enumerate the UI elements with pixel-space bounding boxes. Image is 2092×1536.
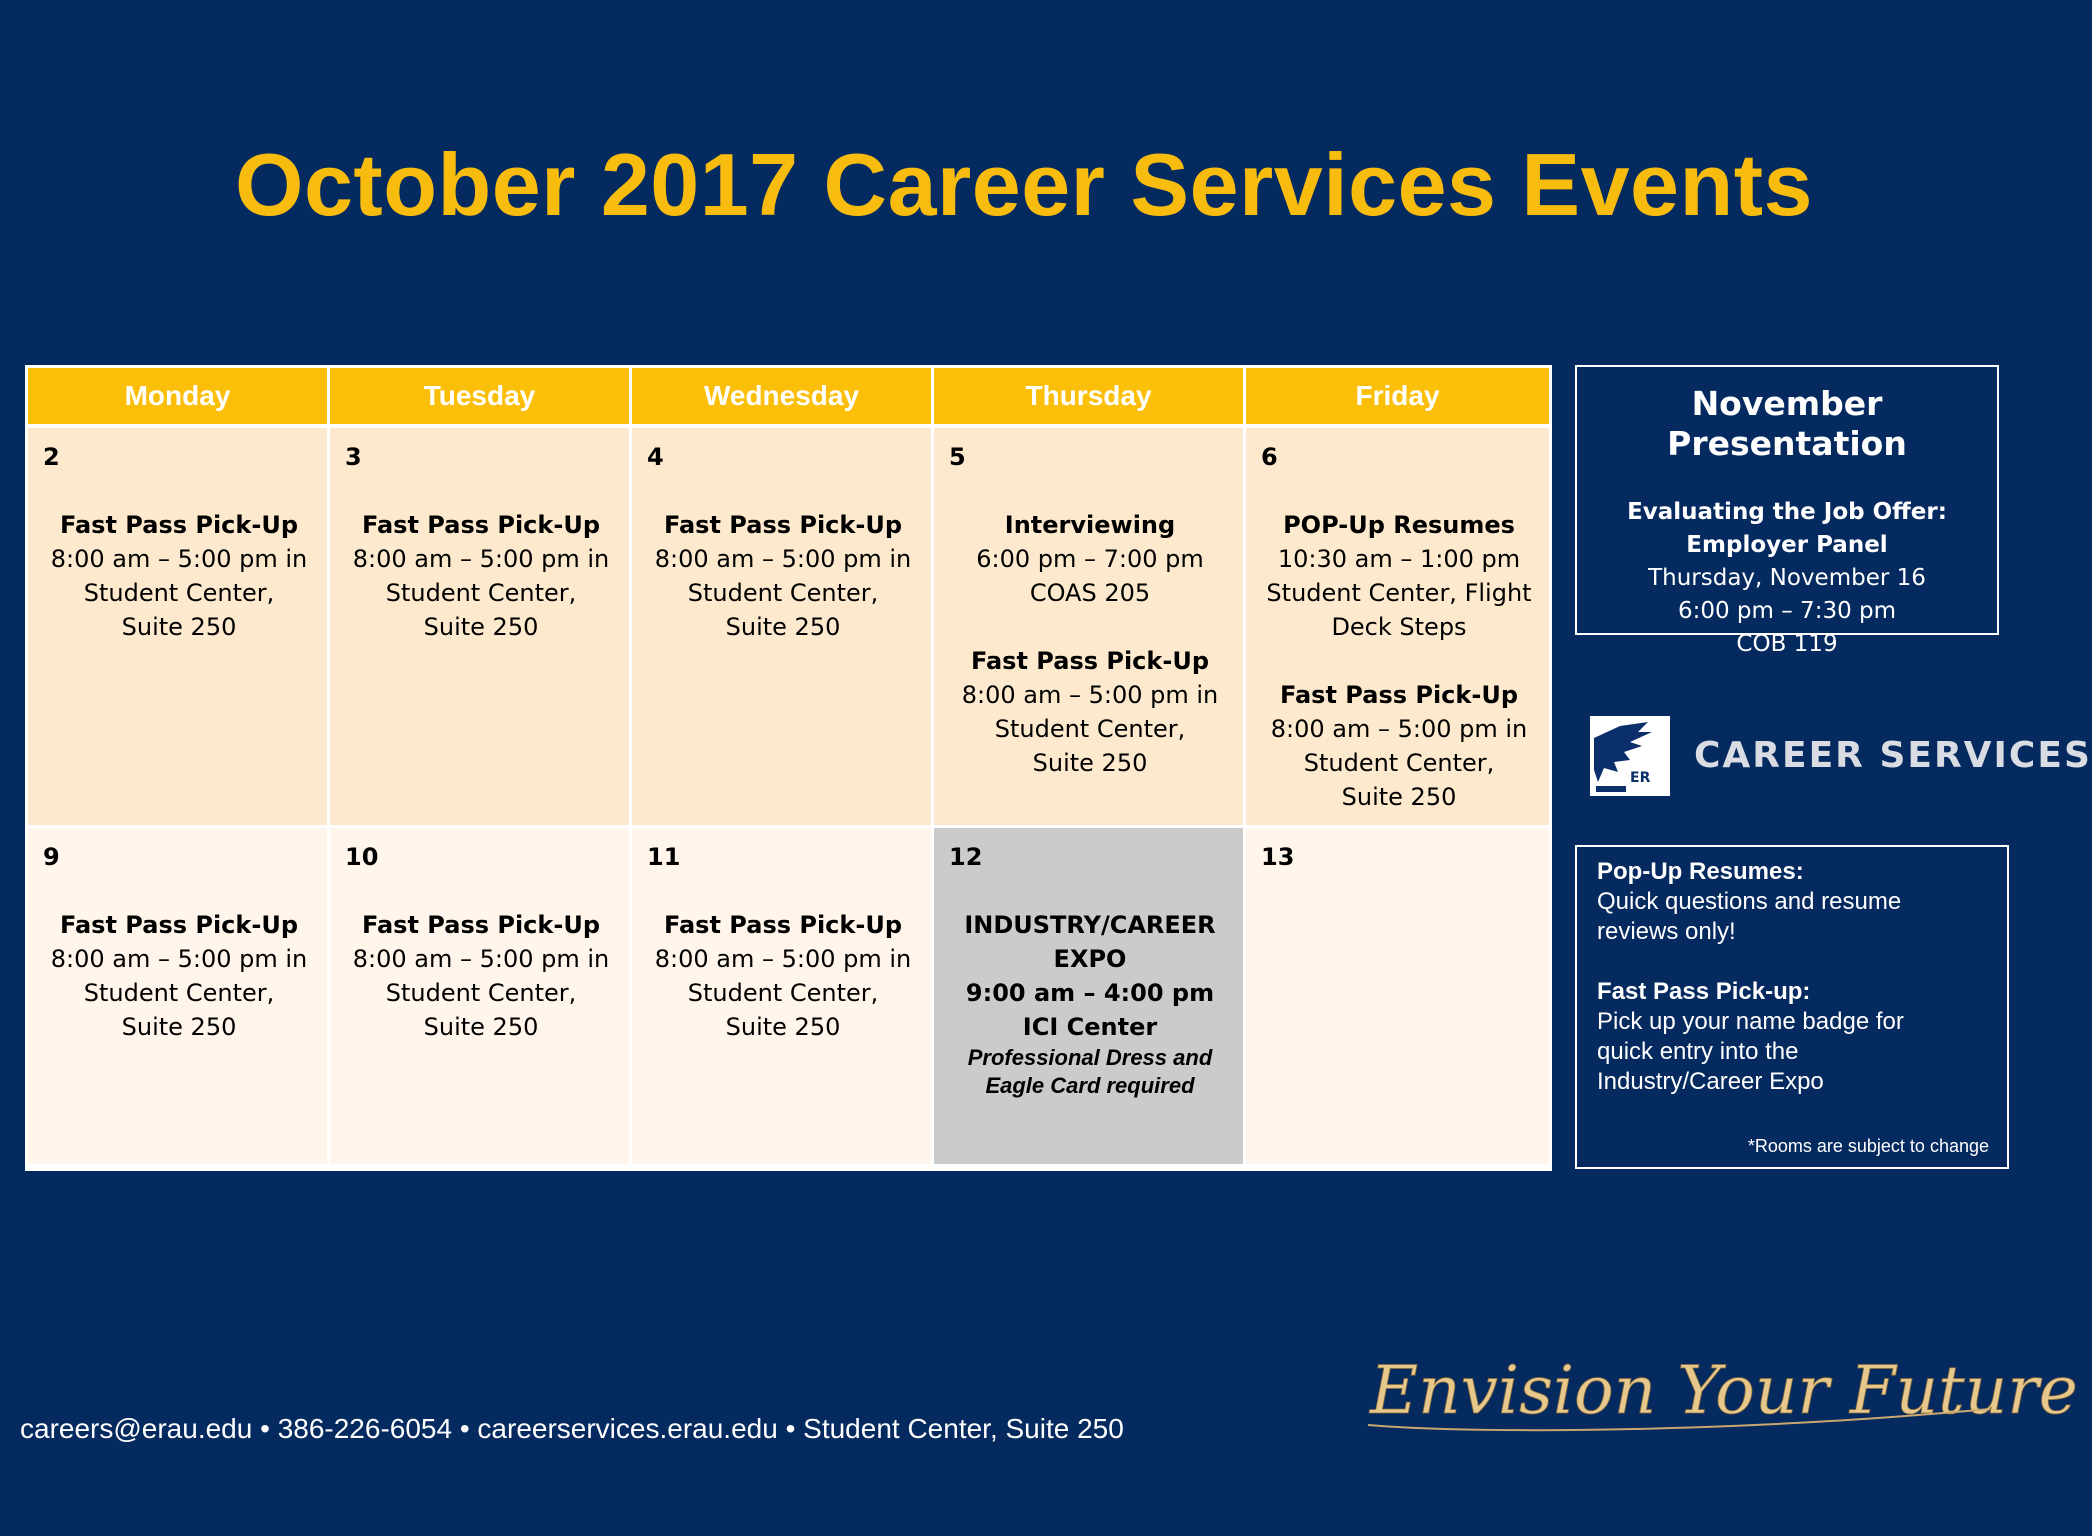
weekday-header-wednesday: Wednesday bbox=[632, 368, 934, 428]
day-events bbox=[647, 508, 919, 644]
day-number: 3 bbox=[345, 443, 362, 471]
day-events bbox=[345, 508, 617, 644]
career-services-logo bbox=[1590, 716, 2092, 798]
event-detail: ICI Center bbox=[1022, 1013, 1158, 1041]
fastpass-description: Industry/Career Expo bbox=[1597, 1068, 1824, 1095]
event-interviewing bbox=[949, 508, 1231, 610]
day-number: 4 bbox=[647, 443, 664, 471]
event-detail: 8:00 am – 5:00 pm in bbox=[961, 681, 1219, 709]
day-events bbox=[647, 908, 919, 1044]
day-events bbox=[43, 908, 315, 1044]
event-detail: Student Center, bbox=[687, 579, 879, 607]
event-title: Fast Pass Pick-Up bbox=[60, 511, 298, 539]
event-detail: INDUSTRY/CAREER bbox=[964, 911, 1216, 939]
weekday-header-friday: Friday bbox=[1246, 368, 1549, 428]
event-detail: Student Center, bbox=[83, 979, 275, 1007]
event-fast-pass bbox=[1261, 678, 1537, 814]
event-fast-pass bbox=[647, 508, 919, 644]
calendar-day-cell bbox=[632, 828, 934, 1164]
event-title: Fast Pass Pick-Up bbox=[362, 911, 600, 939]
day-number: 11 bbox=[647, 843, 681, 871]
day-number: 10 bbox=[345, 843, 379, 871]
presentation-time: 6:00 pm – 7:30 pm bbox=[1677, 598, 1897, 624]
day-number: 5 bbox=[949, 443, 966, 471]
presentation-date: Thursday, November 16 bbox=[1648, 565, 1926, 591]
calendar-day-cell bbox=[934, 428, 1246, 828]
event-career-expo bbox=[949, 908, 1231, 1100]
event-detail: Student Center, bbox=[385, 979, 577, 1007]
event-title: Fast Pass Pick-Up bbox=[362, 511, 600, 539]
event-detail: Suite 250 bbox=[121, 1013, 237, 1041]
day-number: 6 bbox=[1261, 443, 1278, 471]
day-events bbox=[43, 508, 315, 644]
day-number: 12 bbox=[949, 843, 983, 871]
event-detail: Suite 250 bbox=[725, 613, 841, 641]
day-events bbox=[345, 908, 617, 1044]
event-detail: Student Center, bbox=[687, 979, 879, 1007]
event-detail: 10:30 am – 1:00 pm bbox=[1277, 545, 1521, 573]
event-detail: 8:00 am – 5:00 pm in bbox=[352, 945, 610, 973]
logo-text: CAREER SERVICES bbox=[1694, 735, 2092, 776]
popup-heading: Pop-Up Resumes: bbox=[1597, 858, 1804, 885]
event-title: Fast Pass Pick-Up bbox=[664, 911, 902, 939]
day-number: 9 bbox=[43, 843, 60, 871]
eagle-logo-icon bbox=[1590, 716, 1670, 796]
popup-description: reviews only! bbox=[1597, 918, 1736, 945]
calendar-day-cell bbox=[28, 828, 330, 1164]
event-detail: 8:00 am – 5:00 pm in bbox=[352, 545, 610, 573]
event-detail: Suite 250 bbox=[423, 613, 539, 641]
november-details bbox=[1577, 496, 1997, 661]
calendar-day-cell bbox=[632, 428, 934, 828]
event-note: Eagle Card required bbox=[985, 1073, 1195, 1098]
event-fast-pass bbox=[345, 908, 617, 1044]
event-detail: 8:00 am – 5:00 pm in bbox=[654, 945, 912, 973]
event-detail: Student Center, bbox=[994, 715, 1186, 743]
event-fast-pass bbox=[949, 644, 1231, 780]
calendar-grid bbox=[25, 365, 1552, 1171]
event-detail: COAS 205 bbox=[1029, 579, 1151, 607]
event-detail: 9:00 am – 4:00 pm bbox=[965, 979, 1215, 1007]
november-heading: November Presentation bbox=[1667, 384, 1907, 463]
event-detail: Student Center, bbox=[385, 579, 577, 607]
calendar-day-cell bbox=[28, 428, 330, 828]
svg-text:Envision Your Future: Envision Your Future bbox=[1370, 1352, 2078, 1429]
calendar-day-cell-expo bbox=[934, 828, 1246, 1164]
event-detail: Student Center, bbox=[83, 579, 275, 607]
event-detail: 8:00 am – 5:00 pm in bbox=[1270, 715, 1528, 743]
event-detail: Student Center, bbox=[1303, 749, 1495, 777]
event-detail: EXPO bbox=[1053, 945, 1127, 973]
calendar-day-cell bbox=[1246, 428, 1549, 828]
event-detail: Suite 250 bbox=[1341, 783, 1457, 811]
event-detail: Suite 250 bbox=[1032, 749, 1148, 777]
event-detail: Deck Steps bbox=[1331, 613, 1467, 641]
calendar-day-cell bbox=[1246, 828, 1549, 1164]
envision-your-future-tagline bbox=[1350, 1335, 2078, 1445]
event-title: Fast Pass Pick-Up bbox=[1280, 681, 1518, 709]
event-fast-pass bbox=[43, 908, 315, 1044]
event-title: Fast Pass Pick-Up bbox=[664, 511, 902, 539]
event-detail: 8:00 am – 5:00 pm in bbox=[50, 945, 308, 973]
presentation-title: Evaluating the Job Offer: bbox=[1627, 499, 1947, 525]
weekday-header-tuesday: Tuesday bbox=[330, 368, 632, 428]
info-box bbox=[1575, 845, 2009, 1169]
day-events bbox=[1261, 508, 1537, 814]
event-fast-pass bbox=[43, 508, 315, 644]
rooms-disclaimer: *Rooms are subject to change bbox=[1747, 1136, 1989, 1156]
event-note: Professional Dress and bbox=[967, 1045, 1213, 1070]
weekday-header-monday: Monday bbox=[28, 368, 330, 428]
event-fast-pass bbox=[345, 508, 617, 644]
event-detail: 8:00 am – 5:00 pm in bbox=[654, 545, 912, 573]
page-title: October 2017 Career Services Events bbox=[235, 135, 1813, 234]
event-detail: Suite 250 bbox=[725, 1013, 841, 1041]
event-detail: Student Center, Flight bbox=[1266, 579, 1532, 607]
popup-description: Quick questions and resume bbox=[1597, 888, 1902, 915]
event-detail: 8:00 am – 5:00 pm in bbox=[50, 545, 308, 573]
presentation-room: COB 119 bbox=[1736, 631, 1838, 657]
fastpass-description: quick entry into the bbox=[1597, 1038, 1799, 1065]
fastpass-heading: Fast Pass Pick-up: bbox=[1597, 978, 1811, 1005]
presentation-title: Employer Panel bbox=[1686, 532, 1888, 558]
day-events bbox=[949, 508, 1231, 780]
fastpass-description: Pick up your name badge for bbox=[1597, 1008, 1904, 1035]
weekday-header-thursday: Thursday bbox=[934, 368, 1246, 428]
day-number: 2 bbox=[43, 443, 60, 471]
november-presentation-box bbox=[1575, 365, 1999, 657]
event-title: Interviewing bbox=[1004, 511, 1176, 539]
event-title: POP-Up Resumes bbox=[1283, 511, 1515, 539]
event-popup-resumes bbox=[1261, 508, 1537, 644]
day-number: 13 bbox=[1261, 843, 1295, 871]
event-detail: Suite 250 bbox=[121, 613, 237, 641]
event-fast-pass bbox=[647, 908, 919, 1044]
event-detail: 6:00 pm – 7:00 pm bbox=[976, 545, 1204, 573]
svg-text:ER: ER bbox=[1630, 770, 1651, 786]
event-detail: Suite 250 bbox=[423, 1013, 539, 1041]
calendar-day-cell bbox=[330, 428, 632, 828]
footer-contact-info: careers@erau.edu • 386-226-6054 • careerservices.erau.edu • Student Center, Suite 250 bbox=[20, 1413, 1124, 1444]
event-title: Fast Pass Pick-Up bbox=[60, 911, 298, 939]
calendar-day-cell bbox=[330, 828, 632, 1164]
event-title: Fast Pass Pick-Up bbox=[971, 647, 1209, 675]
